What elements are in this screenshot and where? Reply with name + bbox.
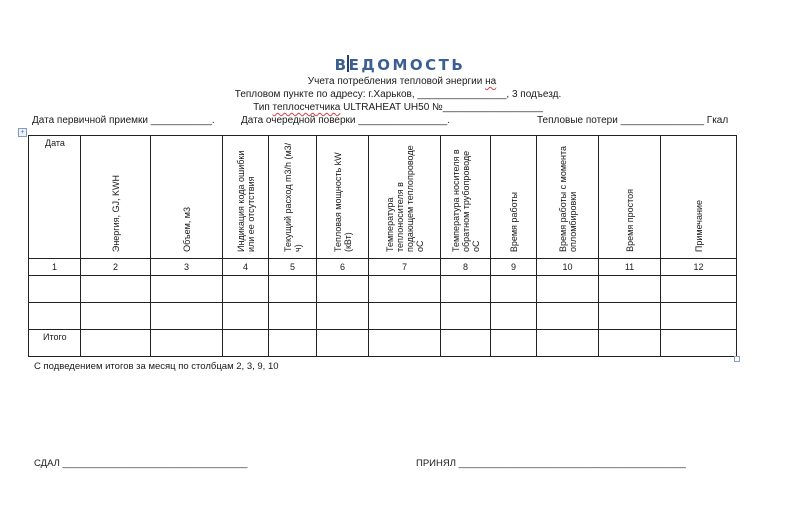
header-cell[interactable]	[661, 136, 737, 259]
column-number[interactable]: 4	[223, 259, 269, 276]
header-operating-time: Время работы	[508, 191, 519, 252]
document-title: ВЕДОМОСТЬ	[334, 56, 466, 74]
subtitle-line-1-word: на	[485, 76, 497, 87]
subtitle-line-3	[0, 102, 798, 114]
heat-losses: Тепловые потери _______________ Гкал	[537, 115, 729, 126]
table-cell[interactable]	[661, 330, 737, 357]
subtitle-line-1-text: Учета потребления тепловой энергии	[307, 76, 486, 87]
first-acceptance-date: Дата первичной приемки ___________.	[32, 115, 215, 126]
header-volume: Объем, м3	[181, 207, 192, 252]
header-cell[interactable]	[81, 136, 151, 259]
header-current-flow: Текущий расход m3/h (м3/ч)	[282, 142, 303, 252]
table-cell[interactable]	[269, 276, 317, 303]
table-cell[interactable]	[29, 303, 81, 330]
header-cell[interactable]	[441, 136, 491, 259]
table-cell[interactable]	[151, 330, 223, 357]
subtitle-line-3-meter: ULTRAHEAT UH50 №__________________	[340, 102, 543, 113]
table-cell[interactable]	[269, 303, 317, 330]
table-cell[interactable]	[81, 276, 151, 303]
header-return-temp: Температура носителя в обратном трубопроводе оС	[450, 149, 481, 252]
header-cell[interactable]	[369, 136, 441, 259]
column-number[interactable]: 10	[537, 259, 599, 276]
table-cell[interactable]	[491, 276, 537, 303]
table-cell[interactable]	[599, 330, 661, 357]
header-cell[interactable]	[491, 136, 537, 259]
table-cell[interactable]	[151, 303, 223, 330]
table-cell[interactable]	[369, 276, 441, 303]
statement-table	[28, 135, 737, 357]
header-heat-power: Тепловая мощность kW (кВт)	[332, 152, 353, 252]
header-cell[interactable]	[269, 136, 317, 259]
column-number[interactable]: 2	[81, 259, 151, 276]
table-cell[interactable]	[599, 303, 661, 330]
table-move-handle-icon[interactable]: +	[18, 128, 27, 137]
column-number[interactable]: 9	[491, 259, 537, 276]
table-cell[interactable]	[661, 303, 737, 330]
table-cell[interactable]	[317, 276, 369, 303]
table-cell[interactable]	[317, 303, 369, 330]
header-cell[interactable]	[537, 136, 599, 259]
subtitle-line-3-word: теплосчетчика	[272, 102, 341, 113]
column-number[interactable]: 12	[661, 259, 737, 276]
table-cell[interactable]	[537, 330, 599, 357]
column-number-row	[29, 259, 737, 276]
table-cell[interactable]	[369, 330, 441, 357]
header-note: Примечание	[693, 199, 704, 252]
received-signature: ПРИНЯЛ ___________________________________________	[416, 458, 686, 469]
header-cell[interactable]	[29, 136, 81, 259]
subtitle-line-3-text: Тип	[253, 102, 273, 113]
header-cell[interactable]	[317, 136, 369, 259]
subtitle-line-2: Тепловом пункте по адресу: г.Харьков, ________________, 3 подъезд.	[234, 89, 562, 100]
totals-note: С подведением итогов за месяц по столбцам 2, 3, 9, 10	[34, 361, 279, 372]
total-row	[29, 330, 737, 357]
column-number[interactable]: 6	[317, 259, 369, 276]
column-number[interactable]: 5	[269, 259, 317, 276]
table-cell[interactable]	[599, 276, 661, 303]
header-cell[interactable]	[151, 136, 223, 259]
column-number[interactable]: 7	[369, 259, 441, 276]
table-cell[interactable]	[537, 276, 599, 303]
table-cell[interactable]	[269, 330, 317, 357]
table-cell[interactable]	[661, 276, 737, 303]
table-cell[interactable]	[223, 276, 269, 303]
column-number[interactable]: 11	[599, 259, 661, 276]
header-date: Дата	[45, 138, 65, 148]
table-cell[interactable]	[151, 276, 223, 303]
column-number[interactable]: 8	[441, 259, 491, 276]
total-label: Итого	[43, 332, 67, 342]
header-error-code: Индикация кода ошибки или ее отсутствия	[235, 150, 256, 252]
table-cell[interactable]	[369, 303, 441, 330]
table-cell[interactable]	[81, 330, 151, 357]
column-number[interactable]: 3	[151, 259, 223, 276]
header-time-since-seal: Время работы с момента опломбировки	[557, 145, 578, 252]
table-header-row	[29, 136, 737, 259]
table-cell[interactable]	[29, 330, 81, 357]
table-resize-handle[interactable]	[734, 356, 740, 362]
next-check-date: Дата очередной поверки ________________.	[241, 115, 451, 126]
table-cell[interactable]	[223, 303, 269, 330]
header-cell[interactable]	[599, 136, 661, 259]
handed-over-signature: СДАЛ ___________________________________	[34, 458, 248, 469]
table-cell[interactable]	[317, 330, 369, 357]
header-supply-temp: Температура теплоносителя в подающем теплопроводе оС	[384, 145, 425, 252]
table-cell[interactable]	[441, 303, 491, 330]
table-cell[interactable]	[223, 330, 269, 357]
table-cell[interactable]	[29, 276, 81, 303]
table-row	[29, 276, 737, 303]
table-cell[interactable]	[491, 330, 537, 357]
table-cell[interactable]	[441, 330, 491, 357]
column-number[interactable]: 1	[29, 259, 81, 276]
header-cell[interactable]	[223, 136, 269, 259]
table-cell[interactable]	[537, 303, 599, 330]
table-cell[interactable]	[491, 303, 537, 330]
table-row	[29, 303, 737, 330]
table-cell[interactable]	[441, 276, 491, 303]
header-energy: Энергия, GJ, KWH	[110, 174, 121, 252]
subtitle-line-1	[2, 76, 800, 88]
table-cell[interactable]	[81, 303, 151, 330]
header-downtime: Время простоя	[624, 189, 635, 252]
